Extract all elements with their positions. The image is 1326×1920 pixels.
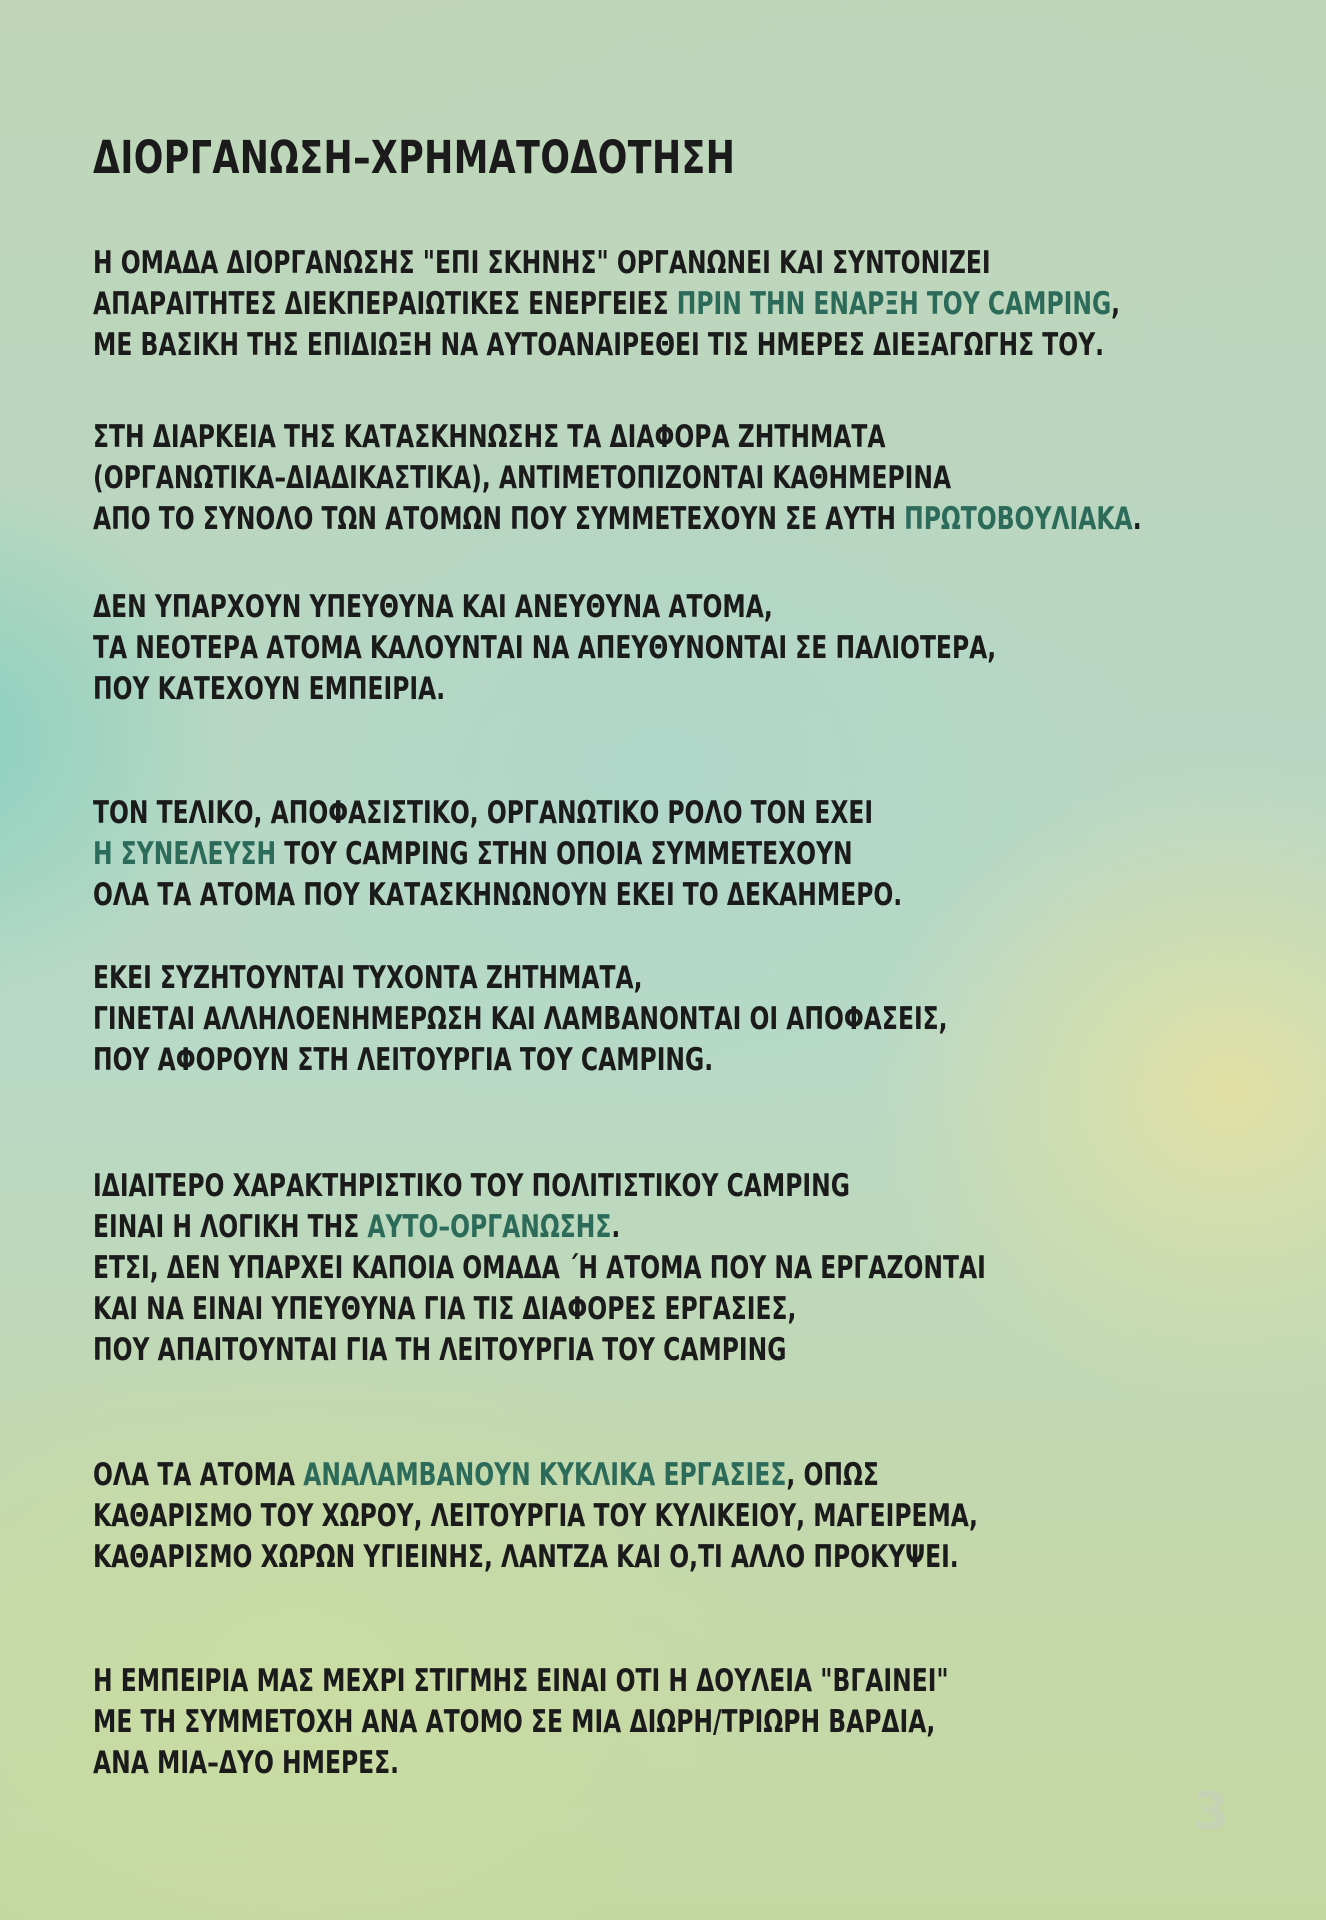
text-line: ΓΙΝΕΤΑΙ ΑΛΛΗΛΟΕΝΗΜΕΡΩΣΗ ΚΑΙ ΛΑΜΒΑΝΟΝΤΑΙ ΟΙ ΑΠΟΦΑΣΕΙΣ, <box>93 1001 948 1037</box>
paragraph-during-camping <box>93 417 1142 540</box>
highlight-assembly: Η ΣΥΝΕΛΕΥΣΗ <box>93 836 277 872</box>
page-number: 3 <box>1193 1782 1230 1842</box>
text-line: (ΟΡΓΑΝΩΤΙΚΑ–ΔΙΑΔΙΚΑΣΤΙΚΑ), ΑΝΤΙΜΕΤΟΠΙΖΟΝΤΑΙ ΚΑΘΗΜΕΡΙΝΑ <box>93 460 952 496</box>
text-line: ΣΤΗ ΔΙΑΡΚΕΙΑ ΤΗΣ ΚΑΤΑΣΚΗΝΩΣΗΣ ΤΑ ΔΙΑΦΟΡΑ ΖΗΤΗΜΑΤΑ <box>93 419 886 455</box>
document-page <box>93 0 1326 1920</box>
highlight-before-camping: ΠΡΙΝ ΤΗΝ ΕΝΑΡΞΗ ΤΟΥ CAMPING <box>676 286 1112 322</box>
text-line: ΟΛΑ ΤΑ ΑΤΟΜΑ ΑΝΑΛΑΜΒΑΝΟΥΝ ΚΥΚΛΙΚΑ ΕΡΓΑΣΙΕΣ, ΟΠΩΣ <box>93 1457 879 1493</box>
text-line: Η ΕΜΠΕΙΡΙΑ ΜΑΣ ΜΕΧΡΙ ΣΤΙΓΜΗΣ ΕΙΝΑΙ ΟΤΙ Η ΔΟΥΛΕΙΑ "ΒΓΑΙΝΕΙ" <box>93 1663 949 1699</box>
text-line: ΜΕ ΒΑΣΙΚΗ ΤΗΣ ΕΠΙΔΙΩΞΗ ΝΑ ΑΥΤΟΑΝΑΙΡΕΘΕΙ ΤΙΣ ΗΜΕΡΕΣ ΔΙΕΞΑΓΩΓΗΣ ΤΟΥ. <box>93 327 1105 363</box>
paragraph-organizing-team <box>93 243 1120 366</box>
text-line: ΠΟΥ ΚΑΤΕΧΟΥΝ ΕΜΠΕΙΡΙΑ. <box>93 671 446 707</box>
paragraph-self-organization <box>93 1166 986 1371</box>
paragraph-no-responsible <box>93 587 996 710</box>
text-line: Η ΟΜΑΔΑ ΔΙΟΡΓΑΝΩΣΗΣ "ΕΠΙ ΣΚΗΝΗΣ" ΟΡΓΑΝΩΝΕΙ ΚΑΙ ΣΥΝΤΟΝΙΖΕΙ <box>93 245 991 281</box>
text-line: ΤΟΝ ΤΕΛΙΚΟ, ΑΠΟΦΑΣΙΣΤΙΚΟ, ΟΡΓΑΝΩΤΙΚΟ ΡΟΛΟ ΤΟΝ ΕΧΕΙ <box>93 795 874 831</box>
text-line: ΟΛΑ ΤΑ ΑΤΟΜΑ ΠΟΥ ΚΑΤΑΣΚΗΝΩΝΟΥΝ ΕΚΕΙ ΤΟ ΔΕΚΑΗΜΕΡΟ. <box>93 877 903 913</box>
paragraph-assembly <box>93 793 902 916</box>
text-line: ΕΙΝΑΙ Η ΛΟΓΙΚΗ ΤΗΣ ΑΥΤΟ–ΟΡΓΑΝΩΣΗΣ. <box>93 1209 621 1245</box>
text-line: ΙΔΙΑΙΤΕΡΟ ΧΑΡΑΚΤΗΡΙΣΤΙΚΟ ΤΟΥ ΠΟΛΙΤΙΣΤΙΚΟΥ CAMPING <box>93 1168 850 1204</box>
text-line: ΚΑΘΑΡΙΣΜΟ ΤΟΥ ΧΩΡΟΥ, ΛΕΙΤΟΥΡΓΙΑ ΤΟΥ ΚΥΛΙΚΕΙΟΥ, ΜΑΓΕΙΡΕΜΑ, <box>93 1498 978 1534</box>
text-line: ΠΟΥ ΑΠΑΙΤΟΥΝΤΑΙ ΓΙΑ ΤΗ ΛΕΙΤΟΥΡΓΙΑ ΤΟΥ CAMPING <box>93 1332 787 1368</box>
text-line: ΕΚΕΙ ΣΥΖΗΤΟΥΝΤΑΙ ΤΥΧΟΝΤΑ ΖΗΤΗΜΑΤΑ, <box>93 960 643 996</box>
text-line: Η ΣΥΝΕΛΕΥΣΗ ΤΟΥ CAMPING ΣΤΗΝ ΟΠΟΙΑ ΣΥΜΜΕΤΕΧΟΥΝ <box>93 836 853 872</box>
text-line: ΑΝΑ ΜΙΑ–ΔΥΟ ΗΜΕΡΕΣ. <box>93 1745 400 1781</box>
text-line: ΚΑΘΑΡΙΣΜΟ ΧΩΡΩΝ ΥΓΙΕΙΝΗΣ, ΛΑΝΤΖΑ ΚΑΙ Ο,ΤΙ ΑΛΛΟ ΠΡΟΚΥΨΕΙ. <box>93 1539 959 1575</box>
text-line: ΕΤΣΙ, ΔΕΝ ΥΠΑΡΧΕΙ ΚΑΠΟΙΑ ΟΜΑΔΑ ΄Η ΑΤΟΜΑ ΠΟΥ ΝΑ ΕΡΓΑΖΟΝΤΑΙ <box>93 1250 986 1286</box>
page-title: ΔΙΟΡΓΑΝΩΣΗ–ΧΡΗΜΑΤΟΔΟΤΗΣΗ <box>93 131 736 184</box>
text-line: ΔΕΝ ΥΠΑΡΧΟΥΝ ΥΠΕΥΘΥΝΑ ΚΑΙ ΑΝΕΥΘΥΝΑ ΑΤΟΜΑ, <box>93 589 773 625</box>
text-line: ΑΠΟ ΤΟ ΣΥΝΟΛΟ ΤΩΝ ΑΤΟΜΩΝ ΠΟΥ ΣΥΜΜΕΤΕΧΟΥΝ ΣΕ ΑΥΤΗ ΠΡΩΤΟΒΟΥΛΙΑΚΑ. <box>93 501 1142 537</box>
highlight-self-organization: ΑΥΤΟ–ΟΡΓΑΝΩΣΗΣ <box>367 1209 612 1245</box>
highlight-rotating-tasks: ΑΝΑΛΑΜΒΑΝΟΥΝ ΚΥΚΛΙΚΑ ΕΡΓΑΣΙΕΣ <box>303 1457 787 1493</box>
highlight-voluntarily: ΠΡΩΤΟΒΟΥΛΙΑΚΑ <box>904 501 1133 537</box>
text-line: ΜΕ ΤΗ ΣΥΜΜΕΤΟΧΗ ΑΝΑ ΑΤΟΜΟ ΣΕ ΜΙΑ ΔΙΩΡΗ/ΤΡΙΩΡΗ ΒΑΡΔΙΑ, <box>93 1704 936 1740</box>
paragraph-rotating-tasks <box>93 1455 978 1578</box>
text-line: ΑΠΑΡΑΙΤΗΤΕΣ ΔΙΕΚΠΕΡΑΙΩΤΙΚΕΣ ΕΝΕΡΓΕΙΕΣ ΠΡΙΝ ΤΗΝ ΕΝΑΡΞΗ ΤΟΥ CAMPING, <box>93 286 1121 322</box>
text-line: ΤΑ ΝΕΟΤΕΡΑ ΑΤΟΜΑ ΚΑΛΟΥΝΤΑΙ ΝΑ ΑΠΕΥΘΥΝΟΝΤΑΙ ΣΕ ΠΑΛΙΟΤΕΡΑ, <box>93 630 997 666</box>
text-line: ΚΑΙ ΝΑ ΕΙΝΑΙ ΥΠΕΥΘΥΝΑ ΓΙΑ ΤΙΣ ΔΙΑΦΟΡΕΣ ΕΡΓΑΣΙΕΣ, <box>93 1291 797 1327</box>
text-line: ΠΟΥ ΑΦΟΡΟΥΝ ΣΤΗ ΛΕΙΤΟΥΡΓΙΑ ΤΟΥ CAMPING. <box>93 1042 714 1078</box>
paragraph-discussions <box>93 958 948 1081</box>
paragraph-experience <box>93 1661 949 1784</box>
